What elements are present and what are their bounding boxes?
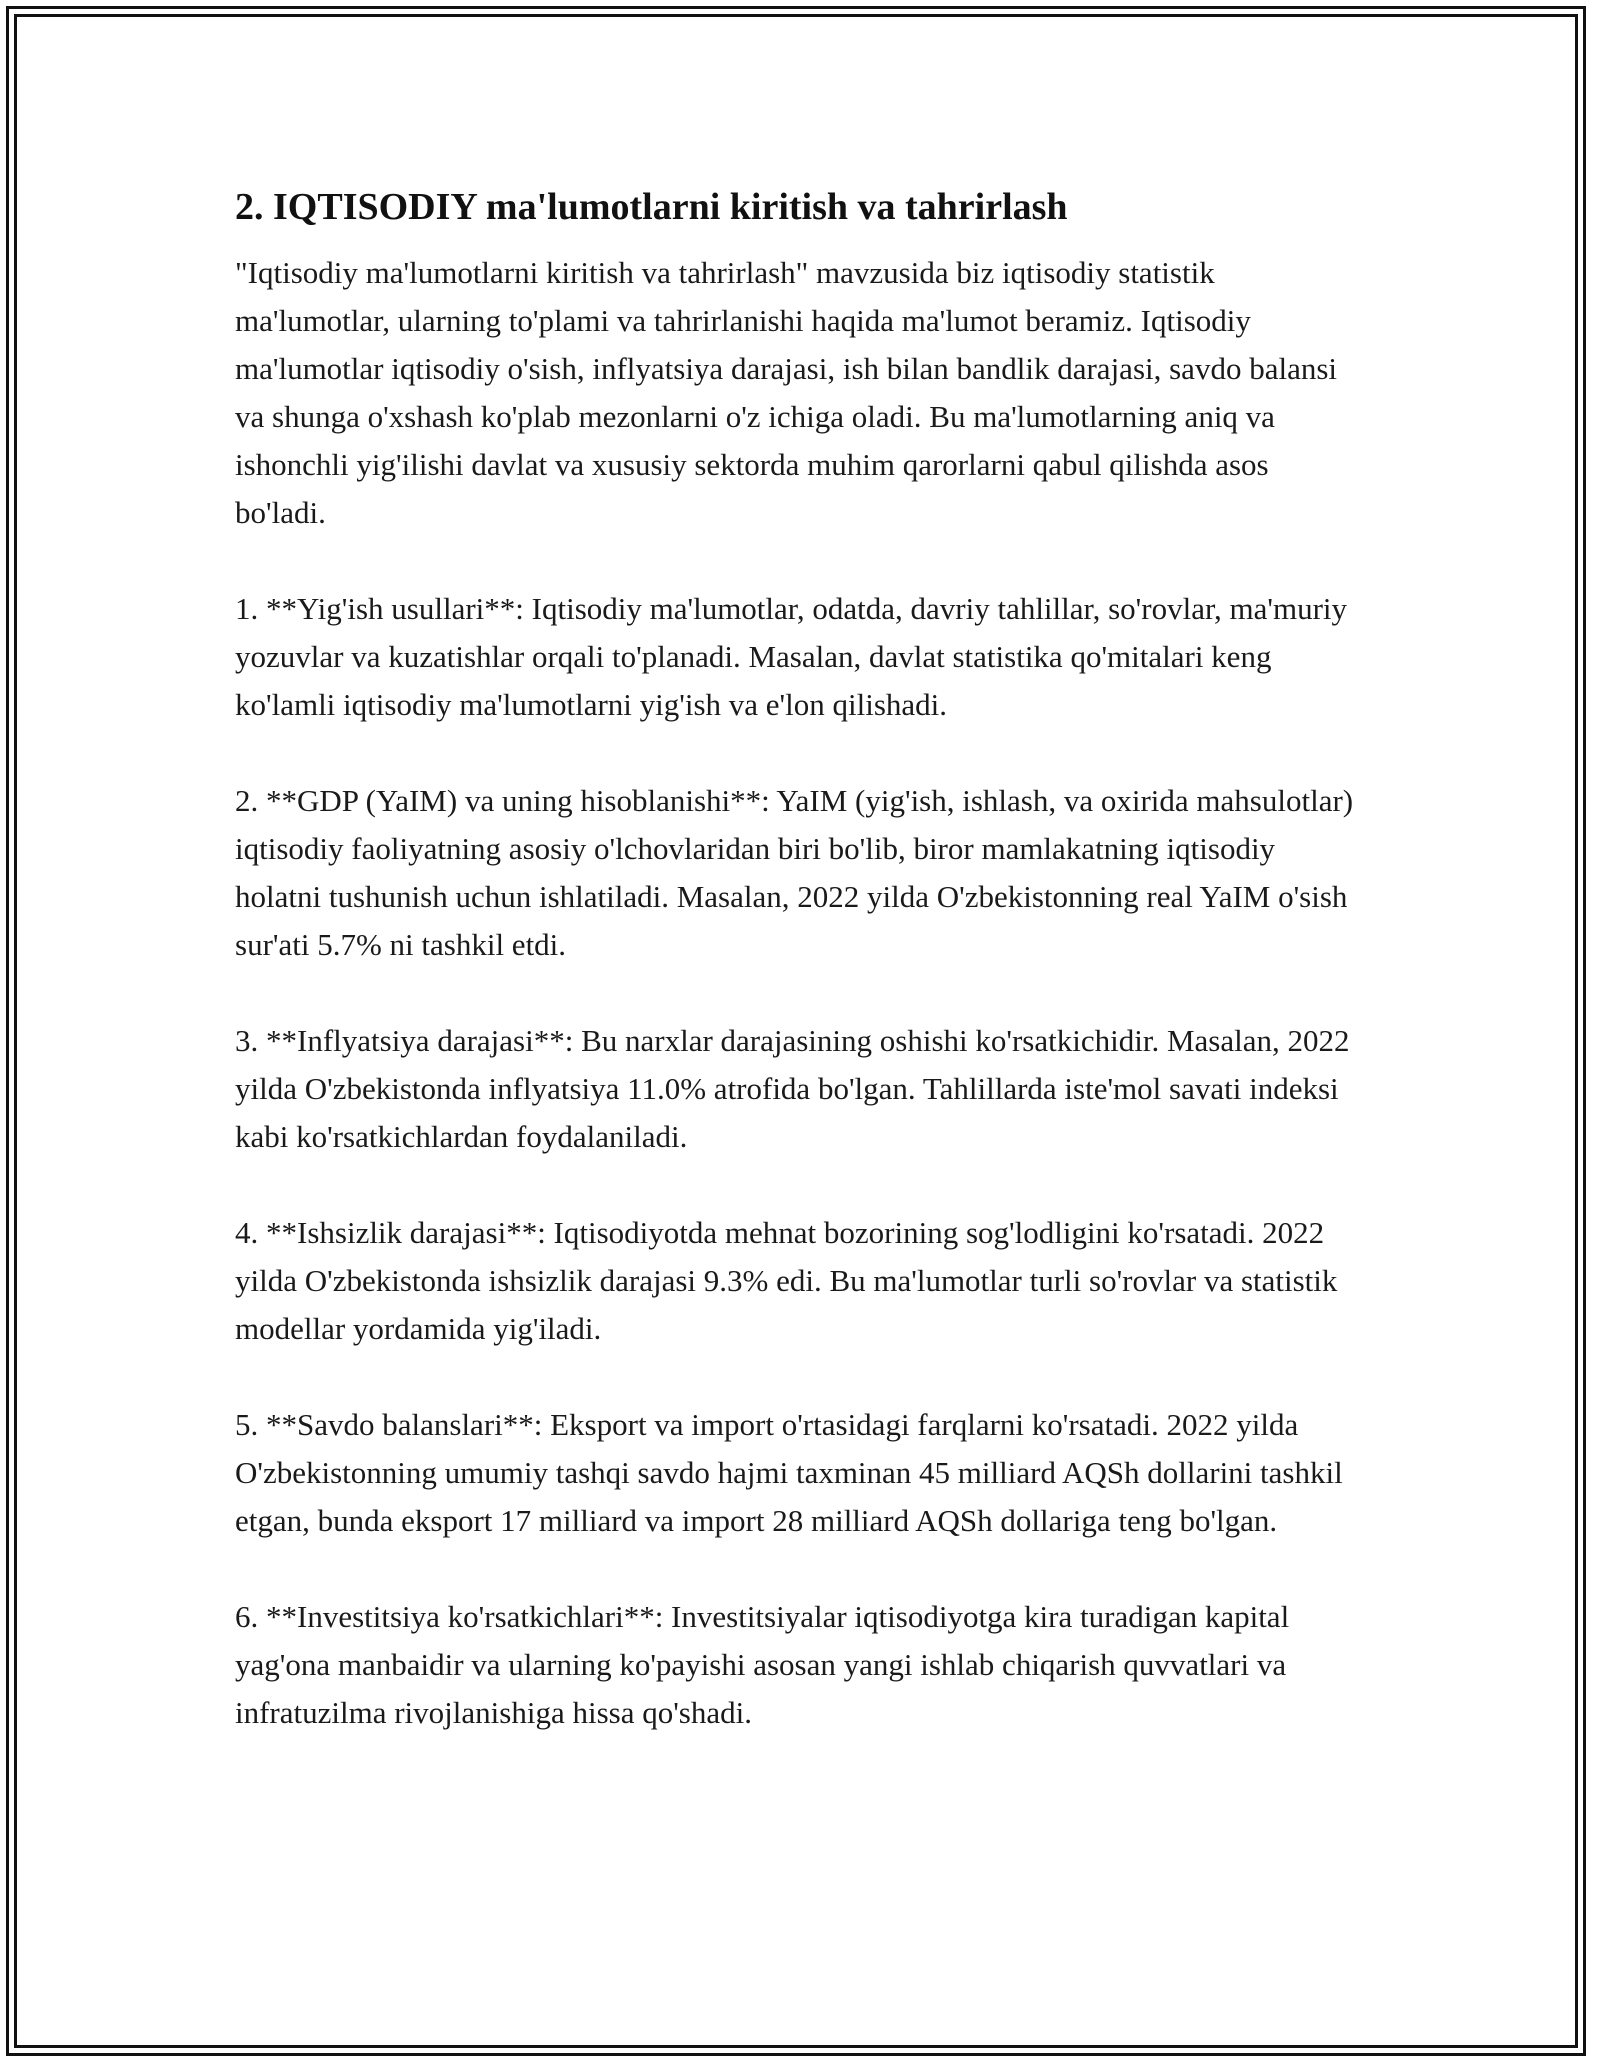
list-item-inflation: 3. **Inflyatsiya darajasi**: Bu narxlar darajasining oshishi ko'rsatkichidir. Masalan, 2022 yilda O'zbekistonda inflyatsiya 11.0% atrofida bo'lgan. Tahlillarda iste'mol savati indeksi kabi ko'rsatkichlardan foydalaniladi. xyxy=(235,1023,1350,1154)
list-item-gdp: 2. **GDP (YaIM) va uning hisoblanishi**: YaIM (yig'ish, ishlash, va oxirida mahsulotlar) iqtisodiy faoliyatning asosiy o'lchovlaridan biri bo'lib, biror mamlakatning iqtisodiy holatni tushunish uchun ishlatiladi. Masalan, 2022 yilda O'zbekistonning real YaIM o'sish sur'ati 5.7% ni tashkil etdi. xyxy=(235,783,1354,962)
list-item-unemployment: 4. **Ishsizlik darajasi**: Iqtisodiyotda mehnat bozorining sog'lodligini ko'rsatadi. 2022 yilda O'zbekistonda ishsizlik darajasi 9.3% edi. Bu ma'lumotlar turli so'rovlar va statistik modellar yordamida yig'iladi. xyxy=(235,1215,1338,1346)
document-title: 2. IQTISODIY ma'lumotlarni kiritish va tahrirlash xyxy=(235,186,1068,228)
list-item-investment: 6. **Investitsiya ko'rsatkichlari**: Investitsiyalar iqtisodiyotga kira turadigan kapital yag'ona manbaidir va ularning ko'payishi asosan yangi ishlab chiqarish quvvatlari va infratuzilma rivojlanishiga hissa qo'shadi. xyxy=(235,1599,1290,1730)
list-item-trade-balance: 5. **Savdo balanslari**: Eksport va import o'rtasidagi farqlarni ko'rsatadi. 2022 yilda O'zbekistonning umumiy tashqi savdo hajmi taxminan 45 milliard AQSh dollarini tashkil etgan, bunda eksport 17 milliard va import 28 milliard AQSh dollariga teng bo'lgan. xyxy=(235,1407,1343,1538)
intro-paragraph: "Iqtisodiy ma'lumotlarni kiritish va tahrirlash" mavzusida biz iqtisodiy statistik ma'lumotlar, ularning to'plami va tahrirlanishi haqida ma'lumot beramiz. Iqtisodiy ma'lumotlar iqtisodiy o'sish, inflyatsiya darajasi, ish bilan bandlik darajasi, savdo balansi va shunga o'xshash ko'plab mezonlarni o'z ichiga oladi. Bu ma'lumotlarning aniq va ishonchli yig'ilishi davlat va xususiy sektorda muhim qarorlarni qabul qilishda asos bo'ladi. xyxy=(235,255,1337,530)
list-item-collection-methods: 1. **Yig'ish usullari**: Iqtisodiy ma'lumotlar, odatda, davriy tahlillar, so'rovlar, ma'muriy yozuvlar va kuzatishlar orqali to'planadi. Masalan, davlat statistika qo'mitalari keng ko'lamli iqtisodiy ma'lumotlarni yig'ish va e'lon qilishadi. xyxy=(235,591,1348,722)
document-body xyxy=(235,183,1365,1785)
